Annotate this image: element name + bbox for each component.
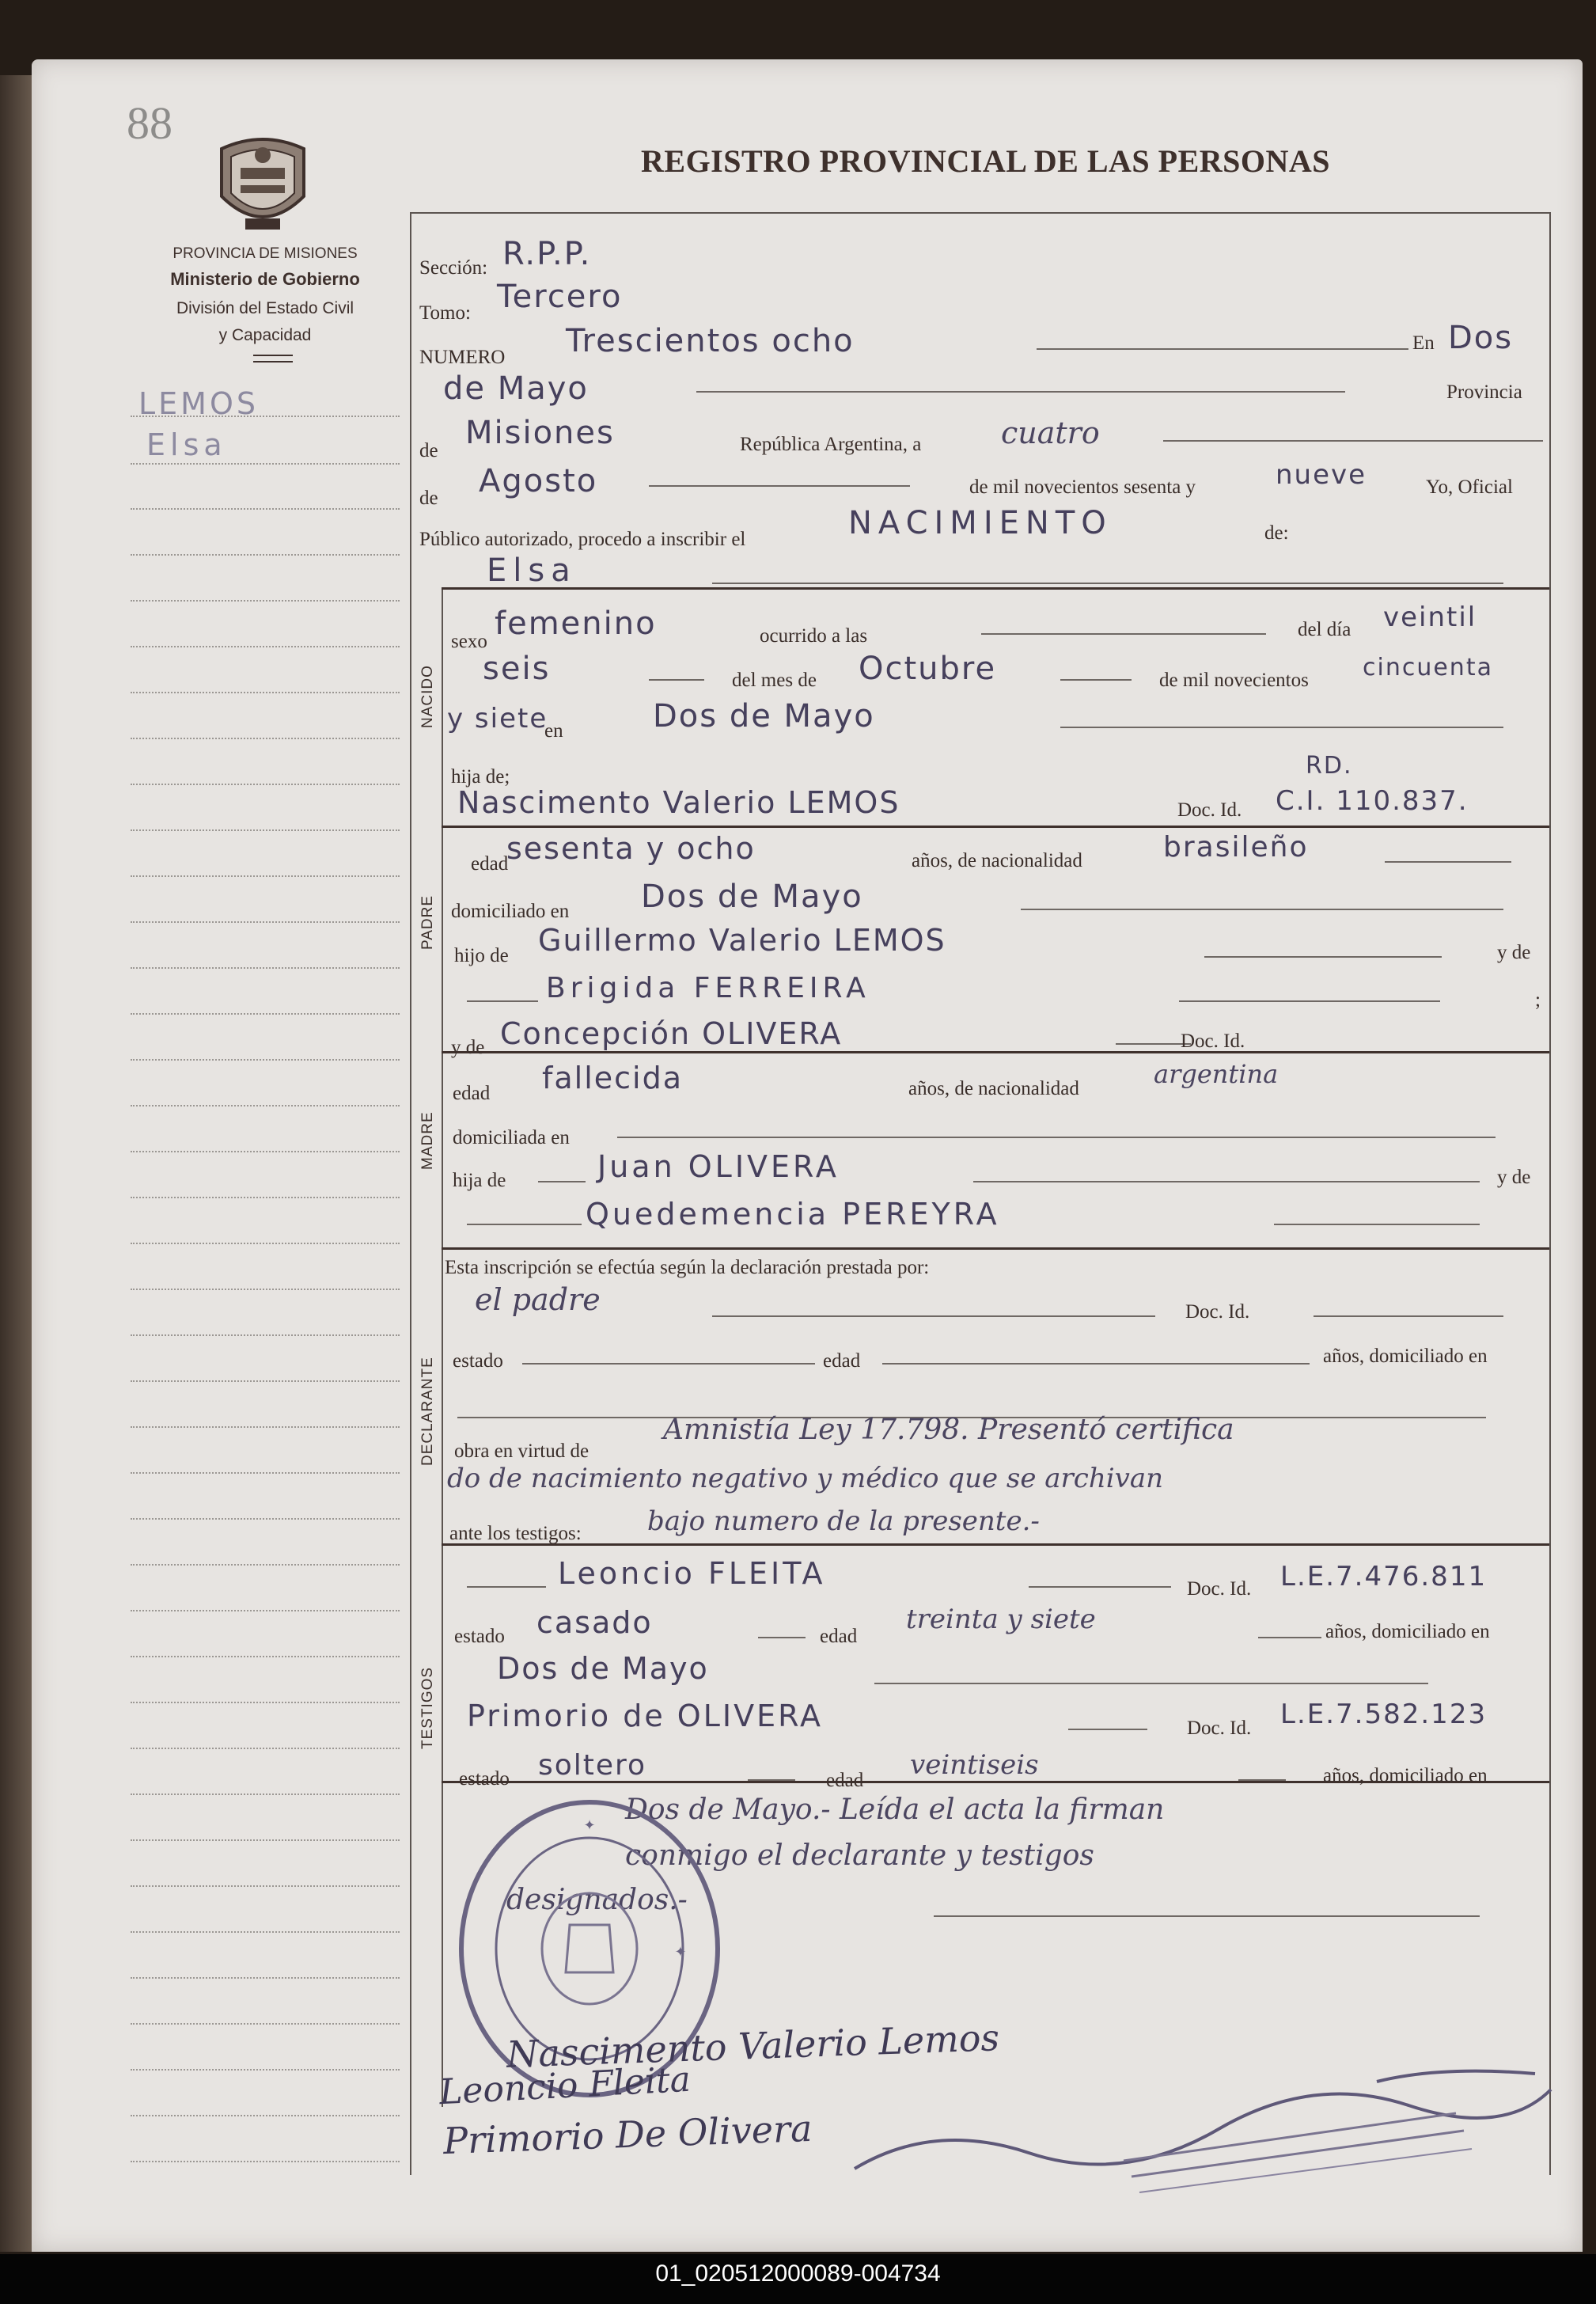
coat-of-arms-icon [214,133,312,239]
fill-line [522,1363,815,1365]
margin-rule [131,1105,400,1106]
value-padre-doc: C.I. 110.837. [1276,785,1469,817]
label-numero: NUMERO [419,347,506,368]
margin-name: Elsa [146,427,227,462]
label-hija-de: hija de [453,1170,506,1191]
margin-rule [131,646,400,647]
value-madre-nac: argentina [1154,1059,1279,1089]
label-en: En [1412,332,1435,354]
label-de-colon: de: [1264,522,1289,544]
fill-line [1116,1043,1191,1045]
margin-rule [131,1518,400,1520]
label-edad-t2: edad [826,1770,864,1791]
value-en-place-2: de Mayo [443,370,589,407]
value-abuelo-p: Guillermo Valerio LEMOS [538,923,946,958]
value-cierre-1: Dos de Mayo.- Leída el acta la firman [625,1793,1165,1826]
label-estado-decl: estado [453,1350,503,1372]
label-provincia: Provincia [1446,381,1522,403]
margin-rule [131,1564,400,1566]
fill-line [538,1181,586,1182]
label-seccion: Sección: [419,257,488,279]
section-divider [442,587,1549,590]
value-en-place: Dos [1448,320,1514,356]
section-divider [442,1247,1549,1250]
margin-surname: LEMOS [138,386,259,421]
label-de-mil-2: de mil novecientos [1159,670,1309,691]
value-declarante: el padre [475,1282,601,1317]
side-label-madre: MADRE [419,1111,436,1170]
value-testigo-1-edad: treinta y siete [906,1604,1096,1635]
division-name-2: y Capacidad [218,326,312,344]
side-label-declarante: DECLARANTE [419,1357,436,1466]
fill-line [981,633,1266,635]
left-frame-line [410,212,411,2175]
label-publico: Público autorizado, procedo a inscribir el [419,529,746,550]
division-name: División del Estado Civil [176,299,354,317]
value-testigo-1: Leoncio FLEITA [558,1556,826,1591]
fill-line [1274,1224,1480,1225]
label-en-2: en [544,720,563,742]
label-doc-id-decl: Doc. Id. [1185,1301,1250,1323]
label-domiciliada: domiciliada en [453,1127,570,1148]
value-dia: cuatro [1001,416,1100,450]
fill-line [649,679,704,681]
fill-line [467,1586,546,1588]
label-sexo: sexo [451,631,487,652]
ministry-name: Ministerio de Gobierno [170,269,360,289]
svg-text:✦: ✦ [674,1944,687,1960]
label-hijo-de: hijo de [454,945,509,966]
fill-line [1029,1586,1171,1588]
label-hija: hija de; [451,766,510,788]
margin-rule [131,508,400,510]
value-padre-dom: Dos de Mayo [641,879,863,915]
label-edad: edad [471,853,509,875]
value-abuela-m: Quedemencia PEREYRA [586,1197,1000,1232]
fill-line [1204,956,1442,958]
label-anos-dom-t2: años, domiciliado en [1323,1765,1488,1786]
section-divider [442,826,1549,828]
label-anos-nac-madre: años, de nacionalidad [908,1078,1079,1099]
section-divider [442,1543,1549,1546]
fill-line [1179,1000,1440,1002]
value-testigo-1-doc: L.E.7.476.811 [1280,1561,1488,1592]
page-number: 88 [127,97,172,149]
fill-line [874,1683,1428,1684]
label-esta-inscripcion: Esta inscripción se efectúa según la declaración prestada por: [445,1257,930,1278]
fill-line [1021,909,1503,910]
label-ante: ante los testigos: [449,1523,582,1544]
value-testigo-2-edad: veintiseis [910,1749,1039,1781]
fill-line [712,583,1503,584]
margin-rule [131,921,400,923]
fill-line [1060,727,1503,728]
label-de-mil: de mil novecientos sesenta y [969,476,1196,498]
margin-rule [131,1885,400,1887]
svg-text:✦: ✦ [583,1817,596,1833]
value-abuelo-m: Juan OLIVERA [597,1149,840,1184]
value-testigo-2-doc: L.E.7.582.123 [1280,1699,1488,1730]
label-edad-decl: edad [823,1350,861,1372]
fill-line [1037,348,1408,350]
value-dia-nac: veintil [1383,602,1477,633]
margin-rule [131,1289,400,1290]
value-mes-nac: Octubre [859,651,997,687]
value-anio-nac-2: y siete [447,703,548,734]
value-anio-nac: cincuenta [1363,654,1493,681]
fill-line [1060,679,1132,681]
fill-line [1238,1779,1286,1781]
label-ocurrido: ocurrido a las [760,625,868,647]
value-testigo-2-estado: soltero [538,1749,647,1782]
value-padre-doc-note: RD. [1306,752,1353,780]
side-label-nacido: NACIDO [419,665,436,728]
margin-rule [131,1610,400,1611]
margin-rule [131,1702,400,1703]
margin-rule [131,967,400,969]
value-testigo-1-estado: casado [536,1605,653,1640]
value-acto: NACIMIENTO [848,505,1113,541]
value-lugar-nac: Dos de Mayo [653,698,875,734]
margin-rule [131,416,400,417]
value-obra-2: do de nacimiento negativo y médico que se archivan [447,1463,1163,1494]
divider [253,361,293,362]
margin-rule [131,2069,400,2071]
label-obra: obra en virtud de [454,1440,589,1462]
label-y-de-madre: y de [451,1037,485,1058]
label-anos-dom-decl: años, domiciliado en [1323,1346,1488,1367]
inner-frame-line [442,587,443,2107]
fill-line [649,485,910,487]
label-republica: República Argentina, a [740,434,922,455]
value-mes: Agosto [479,463,598,499]
image-caption: 01_020512000089-004734 [655,2260,941,2287]
label-edad-madre: edad [453,1083,491,1104]
fill-line [1258,1637,1321,1638]
margin-rule [131,829,400,831]
label-domiciliado: domiciliado en [451,901,570,922]
right-frame-line [1549,212,1551,2175]
value-testigo-1-dom: Dos de Mayo [497,1651,709,1686]
margin-rule [131,1151,400,1152]
margin-rule [131,1426,400,1428]
value-padre-edad: sesenta y ocho [506,831,756,866]
value-testigo-2: Primorio de OLIVERA [467,1699,823,1733]
fill-line [696,391,1345,393]
margin-rule [131,1197,400,1198]
margin-rule [131,2161,400,2162]
signature-padre: Nascimento Valerio Lemos [506,2016,1000,2076]
margin-rule [131,1013,400,1015]
margin-rule [131,1059,400,1061]
label-y-de-m: y de [1497,1167,1531,1188]
value-padre-nac: brasileño [1163,831,1309,864]
label-doc-id: Doc. Id. [1177,799,1242,821]
margin-rule [131,1931,400,1933]
margin-rule [131,784,400,785]
margin-rule [131,1243,400,1244]
margin-rule [131,1472,400,1474]
official-signature-stamp [839,2058,1567,2216]
page-title: REGISTRO PROVINCIAL DE LAS PERSONAS [641,143,1331,179]
margin-rule [131,463,400,465]
value-dia-nac-2: seis [483,651,551,687]
label-doc-id-t1: Doc. Id. [1187,1578,1252,1600]
value-seccion: R.P.P. [502,236,592,272]
fill-line [934,1915,1480,1917]
label-anos-dom-t1: años, domiciliado en [1325,1621,1490,1642]
margin-rule [131,738,400,739]
label-edad-t1: edad [820,1626,858,1647]
value-tomo: Tercero [497,279,623,315]
value-anio: nueve [1276,459,1367,491]
side-label-testigos: TESTIGOS [419,1666,436,1749]
value-cierre-3: designados.- [506,1884,688,1916]
signature-testigo-2: Primorio De Olivera [442,2106,813,2163]
value-obra-3: bajo numero de la presente.- [647,1505,1040,1537]
section-divider [442,1051,1549,1053]
margin-rule [131,692,400,693]
margin-rule [131,2023,400,2025]
label-doc-id-madre: Doc. Id. [1181,1031,1245,1052]
label-de-2: de [419,488,438,509]
margin-rule [131,875,400,877]
divider [253,355,293,356]
label-del-dia: del día [1298,619,1351,640]
fill-line [1314,1315,1503,1317]
label-y-de: y de [1497,942,1531,963]
label-tomo: Tomo: [419,302,471,324]
value-nombre: Elsa [487,552,577,589]
value-numero: Trescientos ocho [566,323,855,359]
margin-rule [131,1793,400,1795]
label-del-mes: del mes de [732,670,817,691]
fill-line [973,1181,1480,1182]
label-estado-t1: estado [454,1626,505,1647]
margin-rule [131,554,400,556]
fill-line [748,1779,795,1781]
province-name: PROVINCIA DE MISIONES [172,245,358,262]
margin-rule [131,1334,400,1336]
margin-rule [131,1839,400,1841]
value-cierre-2: conmigo el declarante y testigos [625,1839,1094,1872]
value-madre-edad: fallecida [542,1061,684,1095]
label-yo-oficial: Yo, Oficial [1426,476,1513,498]
fill-line [1385,861,1511,863]
fill-line [1068,1729,1147,1730]
margin-rule [131,600,400,602]
label-estado-t2: estado [459,1768,510,1790]
label-de: de [419,440,438,461]
value-abuela-p: Brigida FERREIRA [546,972,870,1004]
fill-line [882,1363,1310,1365]
side-label-padre: PADRE [419,894,436,950]
value-madre-nombre: Concepción OLIVERA [500,1016,843,1051]
fill-line [467,1224,582,1225]
fill-line [712,1315,1155,1317]
value-sexo: femenino [495,605,657,642]
label-semicolon: ; [1535,989,1541,1011]
fill-line [467,1000,538,1002]
margin-rule [131,1380,400,1382]
value-obra-1: Amnistía Ley 17.798. Presentó certifica [663,1414,1234,1446]
fill-line [1163,440,1543,442]
signature-testigo-1: Leoncio Fleita [438,2059,692,2113]
margin-rule [131,1748,400,1749]
fill-line [758,1637,806,1638]
value-provincia: Misiones [465,415,615,451]
label-anos-nac: años, de nacionalidad [912,850,1082,871]
value-padre-nombre: Nascimento Valerio LEMOS [457,785,900,820]
margin-rule [131,2115,400,2116]
fill-line [617,1137,1496,1138]
top-frame-line [410,212,1549,214]
margin-rule [131,1977,400,1979]
margin-rule [131,1656,400,1657]
label-doc-id-t2: Doc. Id. [1187,1718,1252,1739]
